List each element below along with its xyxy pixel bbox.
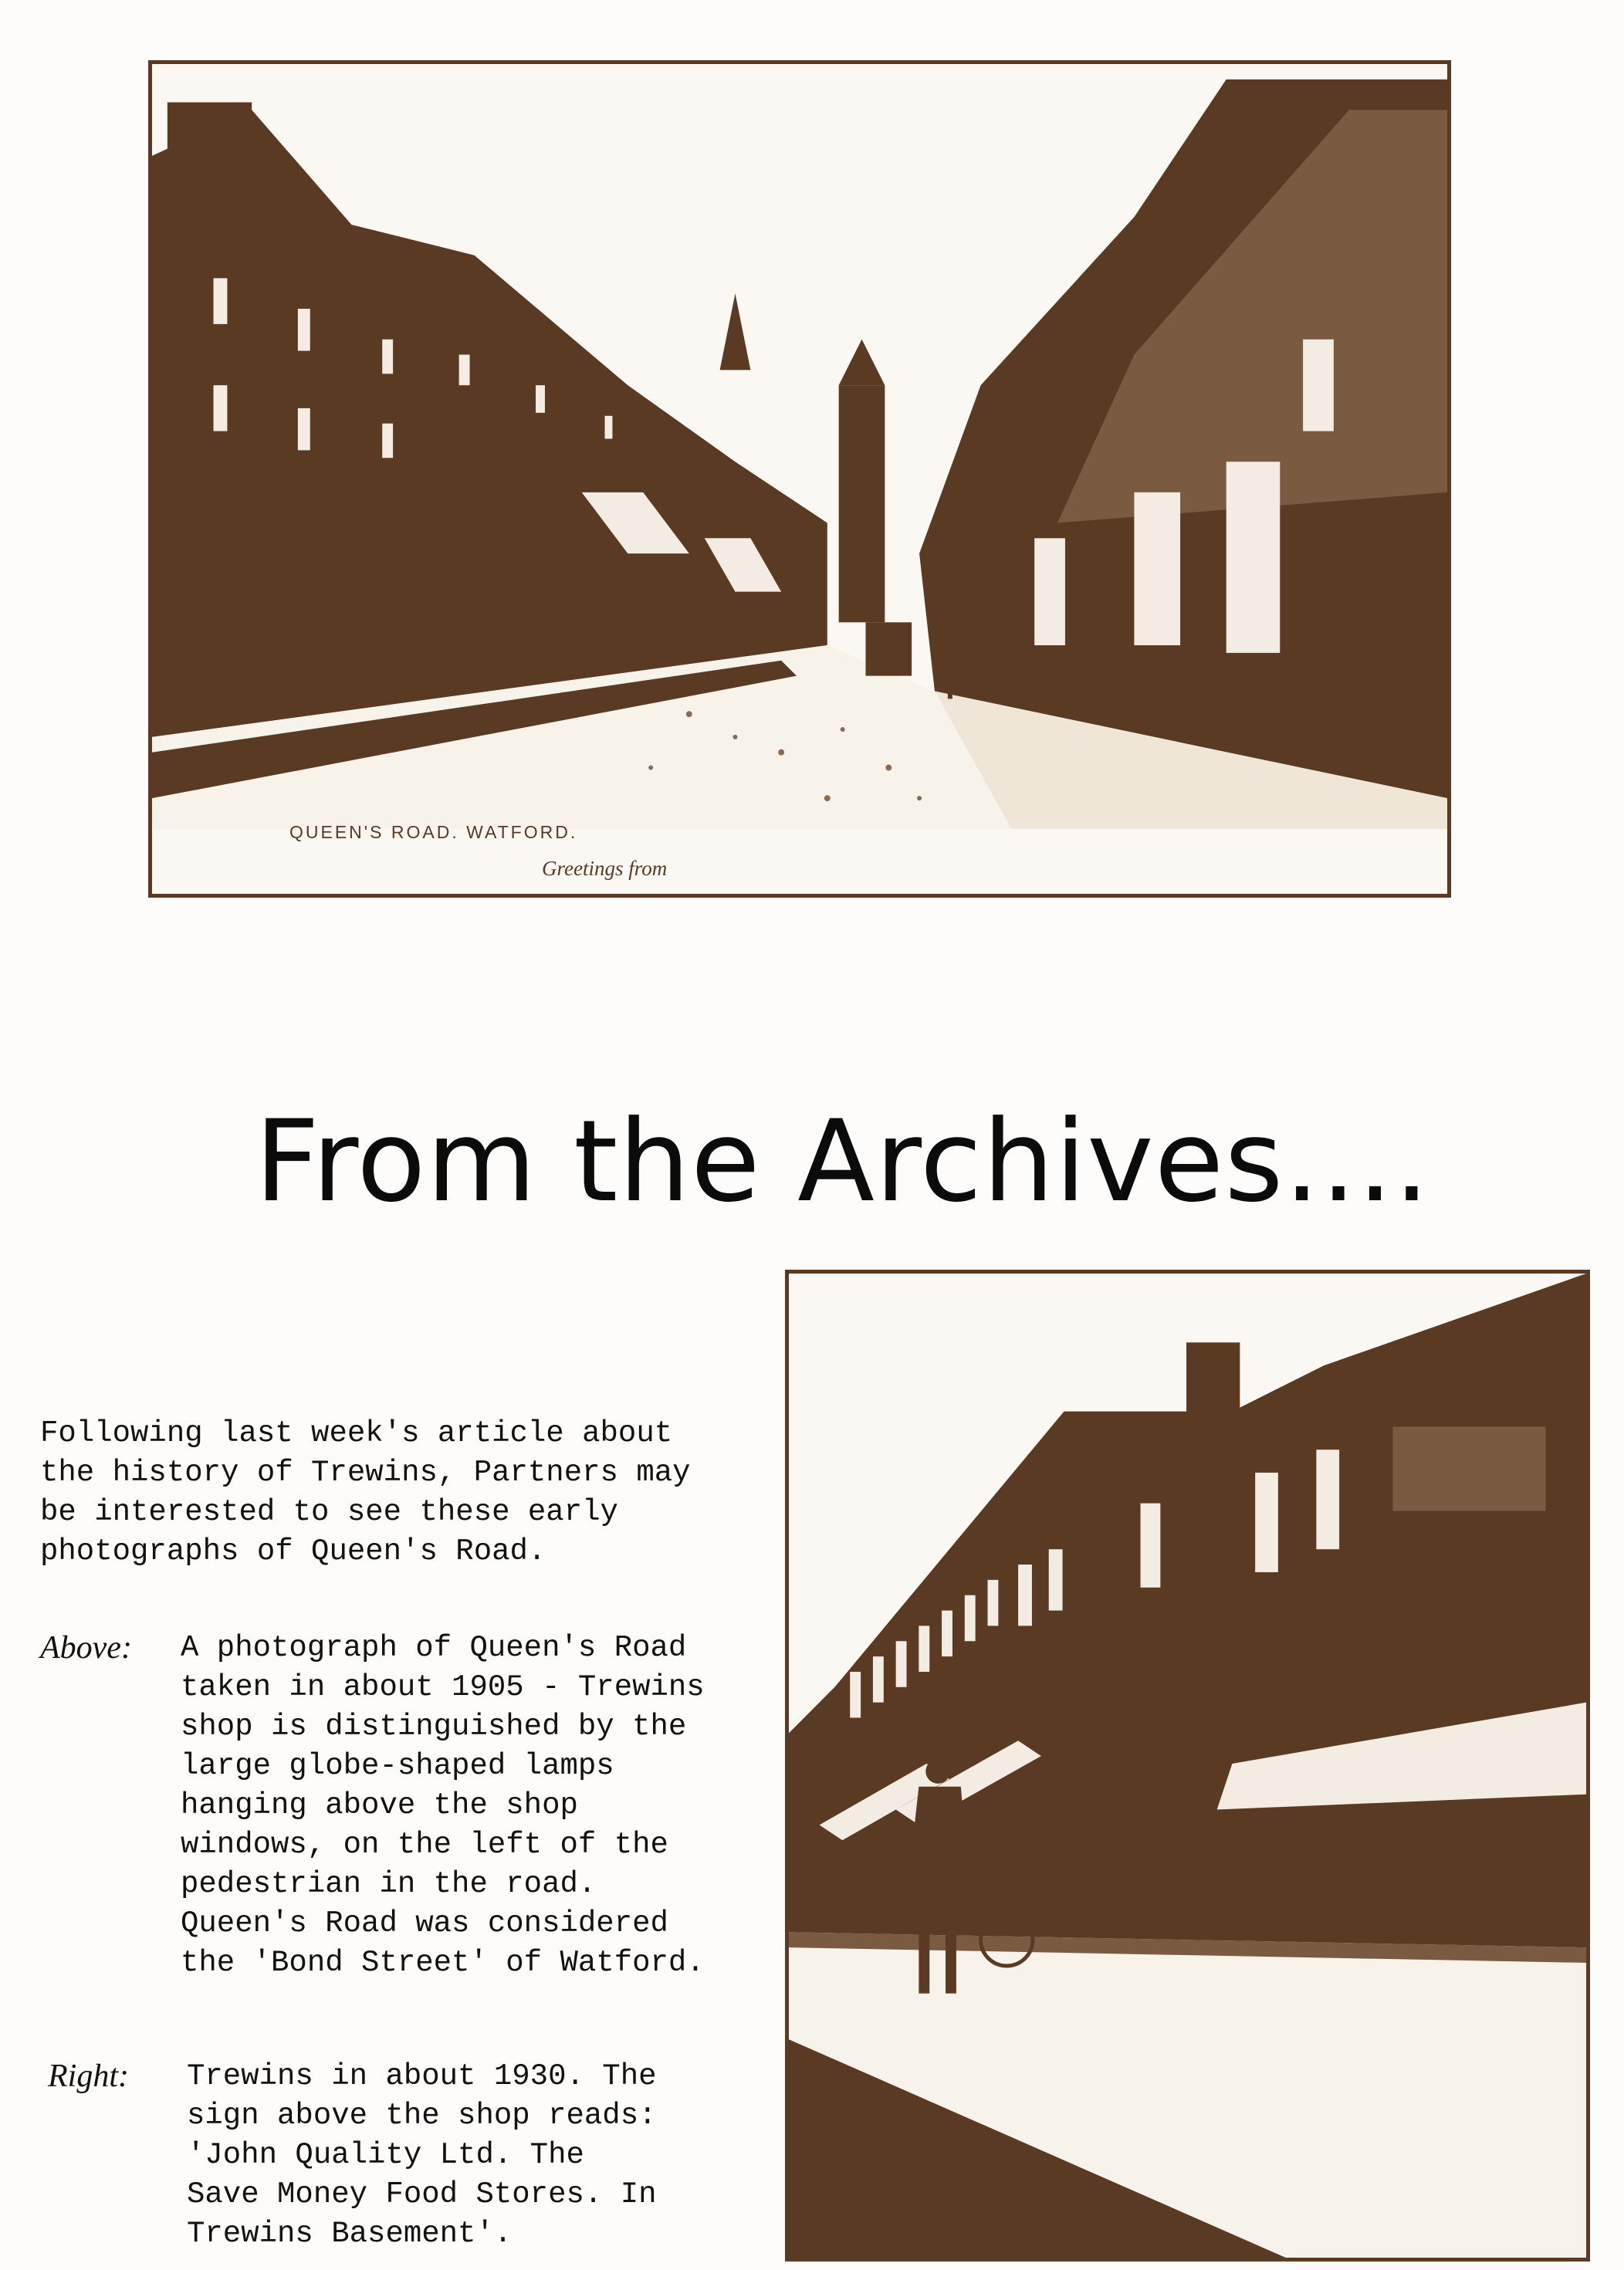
right-label: Right: [48,2059,129,2094]
right-caption [48,2057,789,2258]
photo-greeting: Greetings from [542,857,668,880]
right-line: Trewins in about 1930. The [187,2059,657,2093]
intro-line: be interested to see these early [40,1495,618,1529]
intro-line: photographs of Queen's Road. [40,1534,546,1568]
above-line: large globe-shaped lamps [181,1749,614,1783]
intro-line: the history of Trewins, Partners may [40,1456,691,1490]
above-line: Queen's Road was considered [181,1906,668,1940]
above-line: windows, on the left of the [181,1828,668,1862]
above-line: the 'Bond Street' of Watford. [181,1946,705,1980]
above-line: pedestrian in the road. [181,1867,597,1901]
right-line: 'John Quality Ltd. The [187,2138,584,2172]
above-line: A photograph of Queen's Road [181,1631,687,1665]
right-line: Trewins Basement'. [187,2217,513,2251]
above-label: Above: [40,1630,132,1666]
intro-line: Following last week's article about [40,1416,673,1450]
intro-paragraph [40,1414,781,1571]
queens-road-1905-photo [148,60,1451,898]
trewins-1930-illustration [789,1274,1586,2258]
above-caption [40,1629,781,1991]
right-line: sign above the shop reads: [187,2099,657,2133]
above-line: shop is distinguished by the [181,1710,687,1744]
photo-caption: QUEEN'S ROAD. WATFORD. [289,822,578,842]
right-line: Save Money Food Stores. In [187,2177,657,2211]
trewins-1930-photo [785,1270,1590,2262]
queens-road-1905-illustration [152,64,1447,894]
above-text [181,1629,705,1983]
above-line: hanging above the shop [181,1788,578,1822]
page-title: From the Archives.... [255,1096,1431,1227]
above-line: taken in about 1905 - Trewins [181,1670,705,1704]
right-text [187,2057,657,2254]
